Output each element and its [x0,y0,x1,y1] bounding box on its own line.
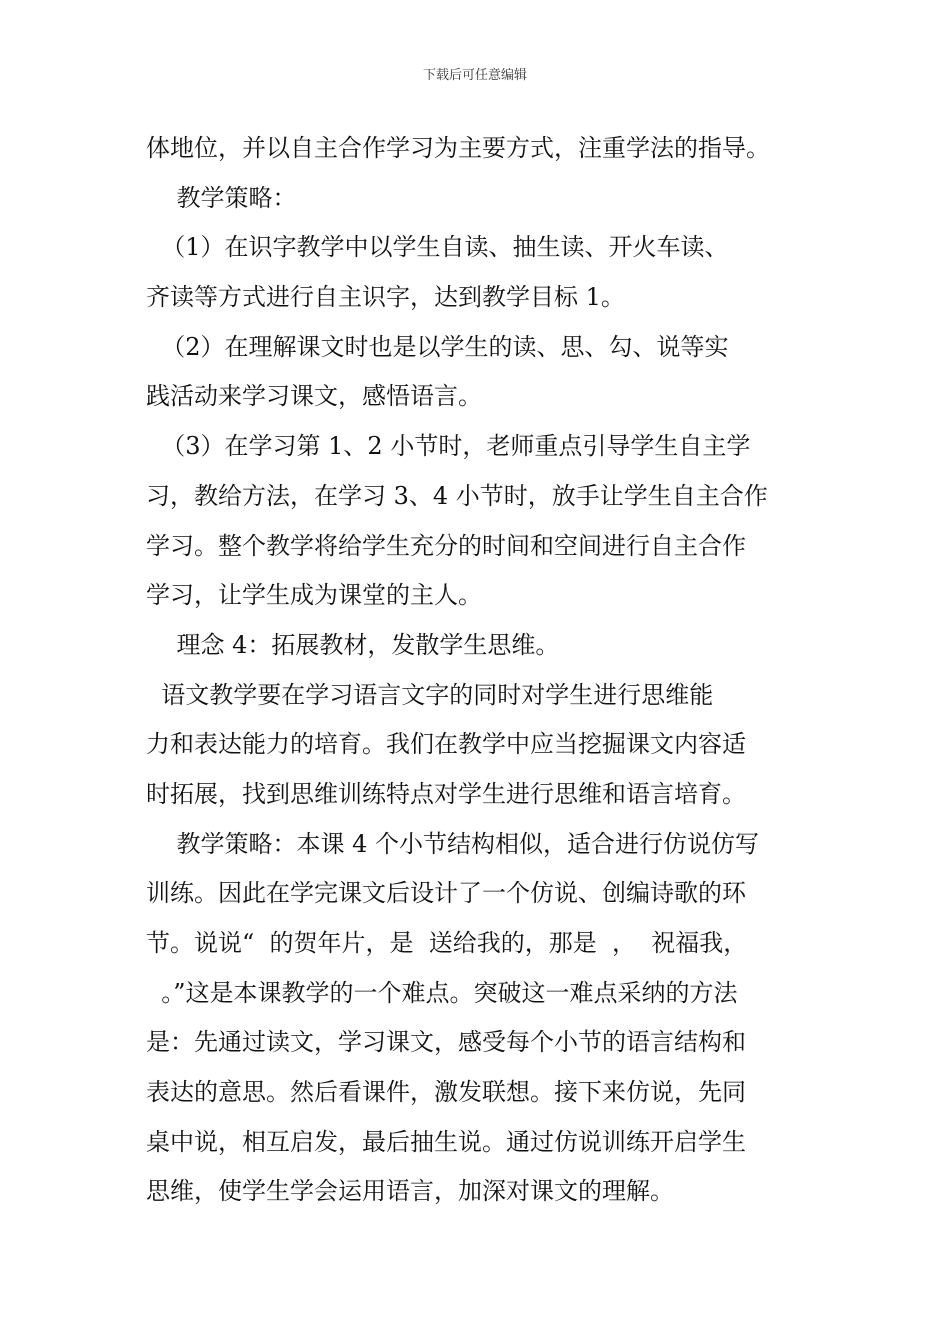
text-line: 节。说说“ 的贺年片，是 送给我的，那是 ， 祝福我， [146,929,748,957]
text-line: （2）在理解课文时也是以学生的读、思、勾、说等实 [146,332,729,361]
document-body [146,124,816,1217]
text-line: 。”这是本课教学的一个难点。突破这一难点采纳的方法 [146,978,738,1007]
text-line: 思维，使学生学会运用语言，加深对课文的理解。 [146,1177,674,1206]
text-line: 践活动来学习课文，感悟语言。 [146,382,482,411]
text-line: 力和表达能力的培育。我们在教学中应当挖掘课文内容适 [146,730,746,759]
text-line: 时拓展，找到思维训练特点对学生进行思维和语言培育。 [146,779,746,808]
text-line: 训练。因此在学完课文后设计了一个仿说、创编诗歌的环 [146,879,746,908]
text-line: 教学策略： [146,183,297,212]
text-line: （1）在识字教学中以学生自读、抽生读、开火车读、 [146,233,729,262]
text-line: 语文教学要在学习语言文字的同时对学生进行思维能 [146,680,714,709]
text-line: （3）在学习第 1、2 小节时，老师重点引导学生自主学 [146,432,751,461]
text-line: 习，教给方法，在学习 3、4 小节时，放手让学生自主合作 [146,481,768,510]
text-line: 体地位，并以自主合作学习为主要方式，注重学法的指导。 [146,134,770,162]
text-line: 理念 4：拓展教材，发散学生思维。 [146,630,560,659]
text-line: 桌中说，相互启发，最后抽生说。通过仿说训练开启学生 [146,1127,746,1156]
text-line: 学习。整个教学将给学生充分的时间和空间进行自主合作 [146,531,746,560]
text-line: 教学策略：本课 4 个小节结构相似，适合进行仿说仿写 [146,829,760,858]
text-line: 学习，让学生成为课堂的主人。 [146,581,482,610]
text-line: 是：先通过读文，学习课文，感受每个小节的语言结构和 [146,1028,746,1057]
page-header: 下载后可任意编辑 [422,68,527,83]
text-line: 表达的意思。然后看课件，激发联想。接下来仿说，先同 [146,1078,746,1107]
text-line: 齐读等方式进行自主识字，达到教学目标 1。 [146,283,625,312]
